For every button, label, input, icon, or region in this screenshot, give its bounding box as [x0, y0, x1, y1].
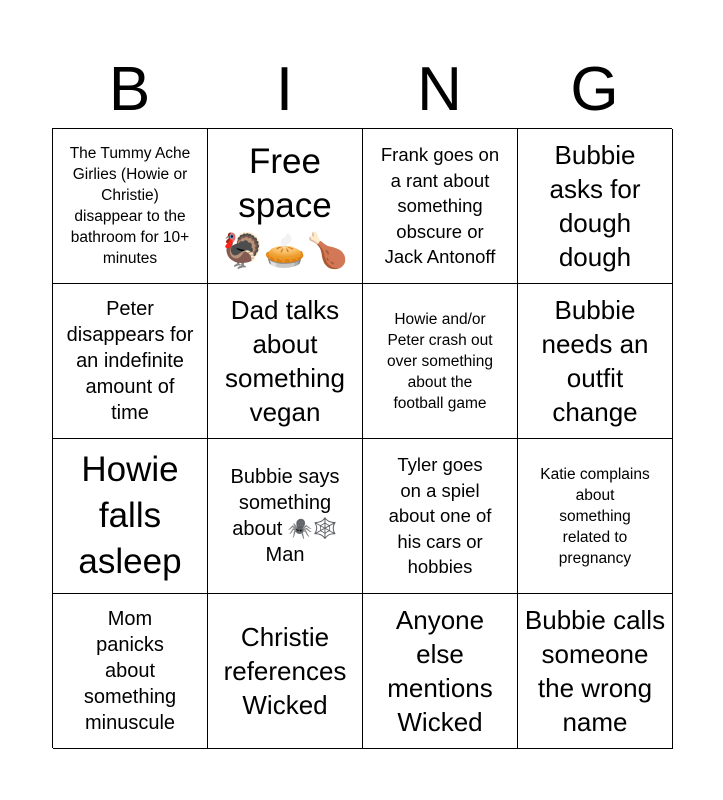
bingo-cell-16[interactable] [518, 594, 673, 749]
bingo-cell-11[interactable] [363, 439, 518, 594]
bingo-cell-7[interactable] [363, 284, 518, 439]
cell-text: Tyler goes on a spiel about one of his cars or hobbies [388, 454, 492, 578]
cell-text: Bubbie says something about 🕷️🕸️ Man [230, 466, 340, 566]
cell-text: Peter disappears for an indefinite amount of time [66, 298, 194, 424]
header-letter-b: B [108, 55, 151, 124]
bingo-grid [52, 128, 672, 748]
cell-text: Frank goes on a rant about something obscure or Jack Antonoff [380, 144, 500, 268]
bingo-cell-6[interactable] [208, 284, 363, 439]
header-letter-i: I [275, 55, 294, 124]
bingo-header [52, 52, 672, 128]
cell-text: Christie references Wicked [223, 622, 347, 720]
free-space-label: Free space [238, 142, 332, 225]
cell-text: Howie falls asleep [78, 450, 182, 581]
cell-text: The Tummy Ache Girlies (Howie or Christie) disappear to the bathroom for 10+ minutes [69, 145, 191, 267]
cell-text: Dad talks about something vegan [225, 295, 345, 427]
cell-text: Katie complains about something related to pregnancy [540, 465, 650, 567]
bingo-cell-10[interactable] [208, 439, 363, 594]
thanksgiving-emoji-icons: 🦃🥧🍗 [221, 232, 349, 270]
bingo-cell-8[interactable] [518, 284, 673, 439]
bingo-cell-13[interactable] [53, 594, 208, 749]
cell-text: Bubbie calls someone the wrong name [524, 605, 666, 737]
cell-text: Bubbie needs an outfit change [541, 295, 649, 427]
cell-text: Bubbie asks for dough dough [549, 140, 641, 272]
bingo-cell-9[interactable] [53, 439, 208, 594]
cell-text: Anyone else mentions Wicked [387, 605, 493, 737]
bingo-cell-15[interactable] [363, 594, 518, 749]
bingo-cell-3[interactable] [363, 129, 518, 284]
cell-text: Howie and/or Peter crash out over something about the football game [387, 310, 493, 412]
header-letter-g: G [570, 55, 619, 124]
bingo-cell-5[interactable] [53, 284, 208, 439]
cell-text: Mom panicks about something minuscule [83, 608, 177, 734]
bingo-cell-free-space[interactable] [208, 129, 363, 284]
header-letter-n: N [417, 55, 462, 124]
bingo-cell-12[interactable] [518, 439, 673, 594]
bingo-cell-4[interactable] [518, 129, 673, 284]
bingo-cell-1[interactable] [53, 129, 208, 284]
bingo-cell-14[interactable] [208, 594, 363, 749]
